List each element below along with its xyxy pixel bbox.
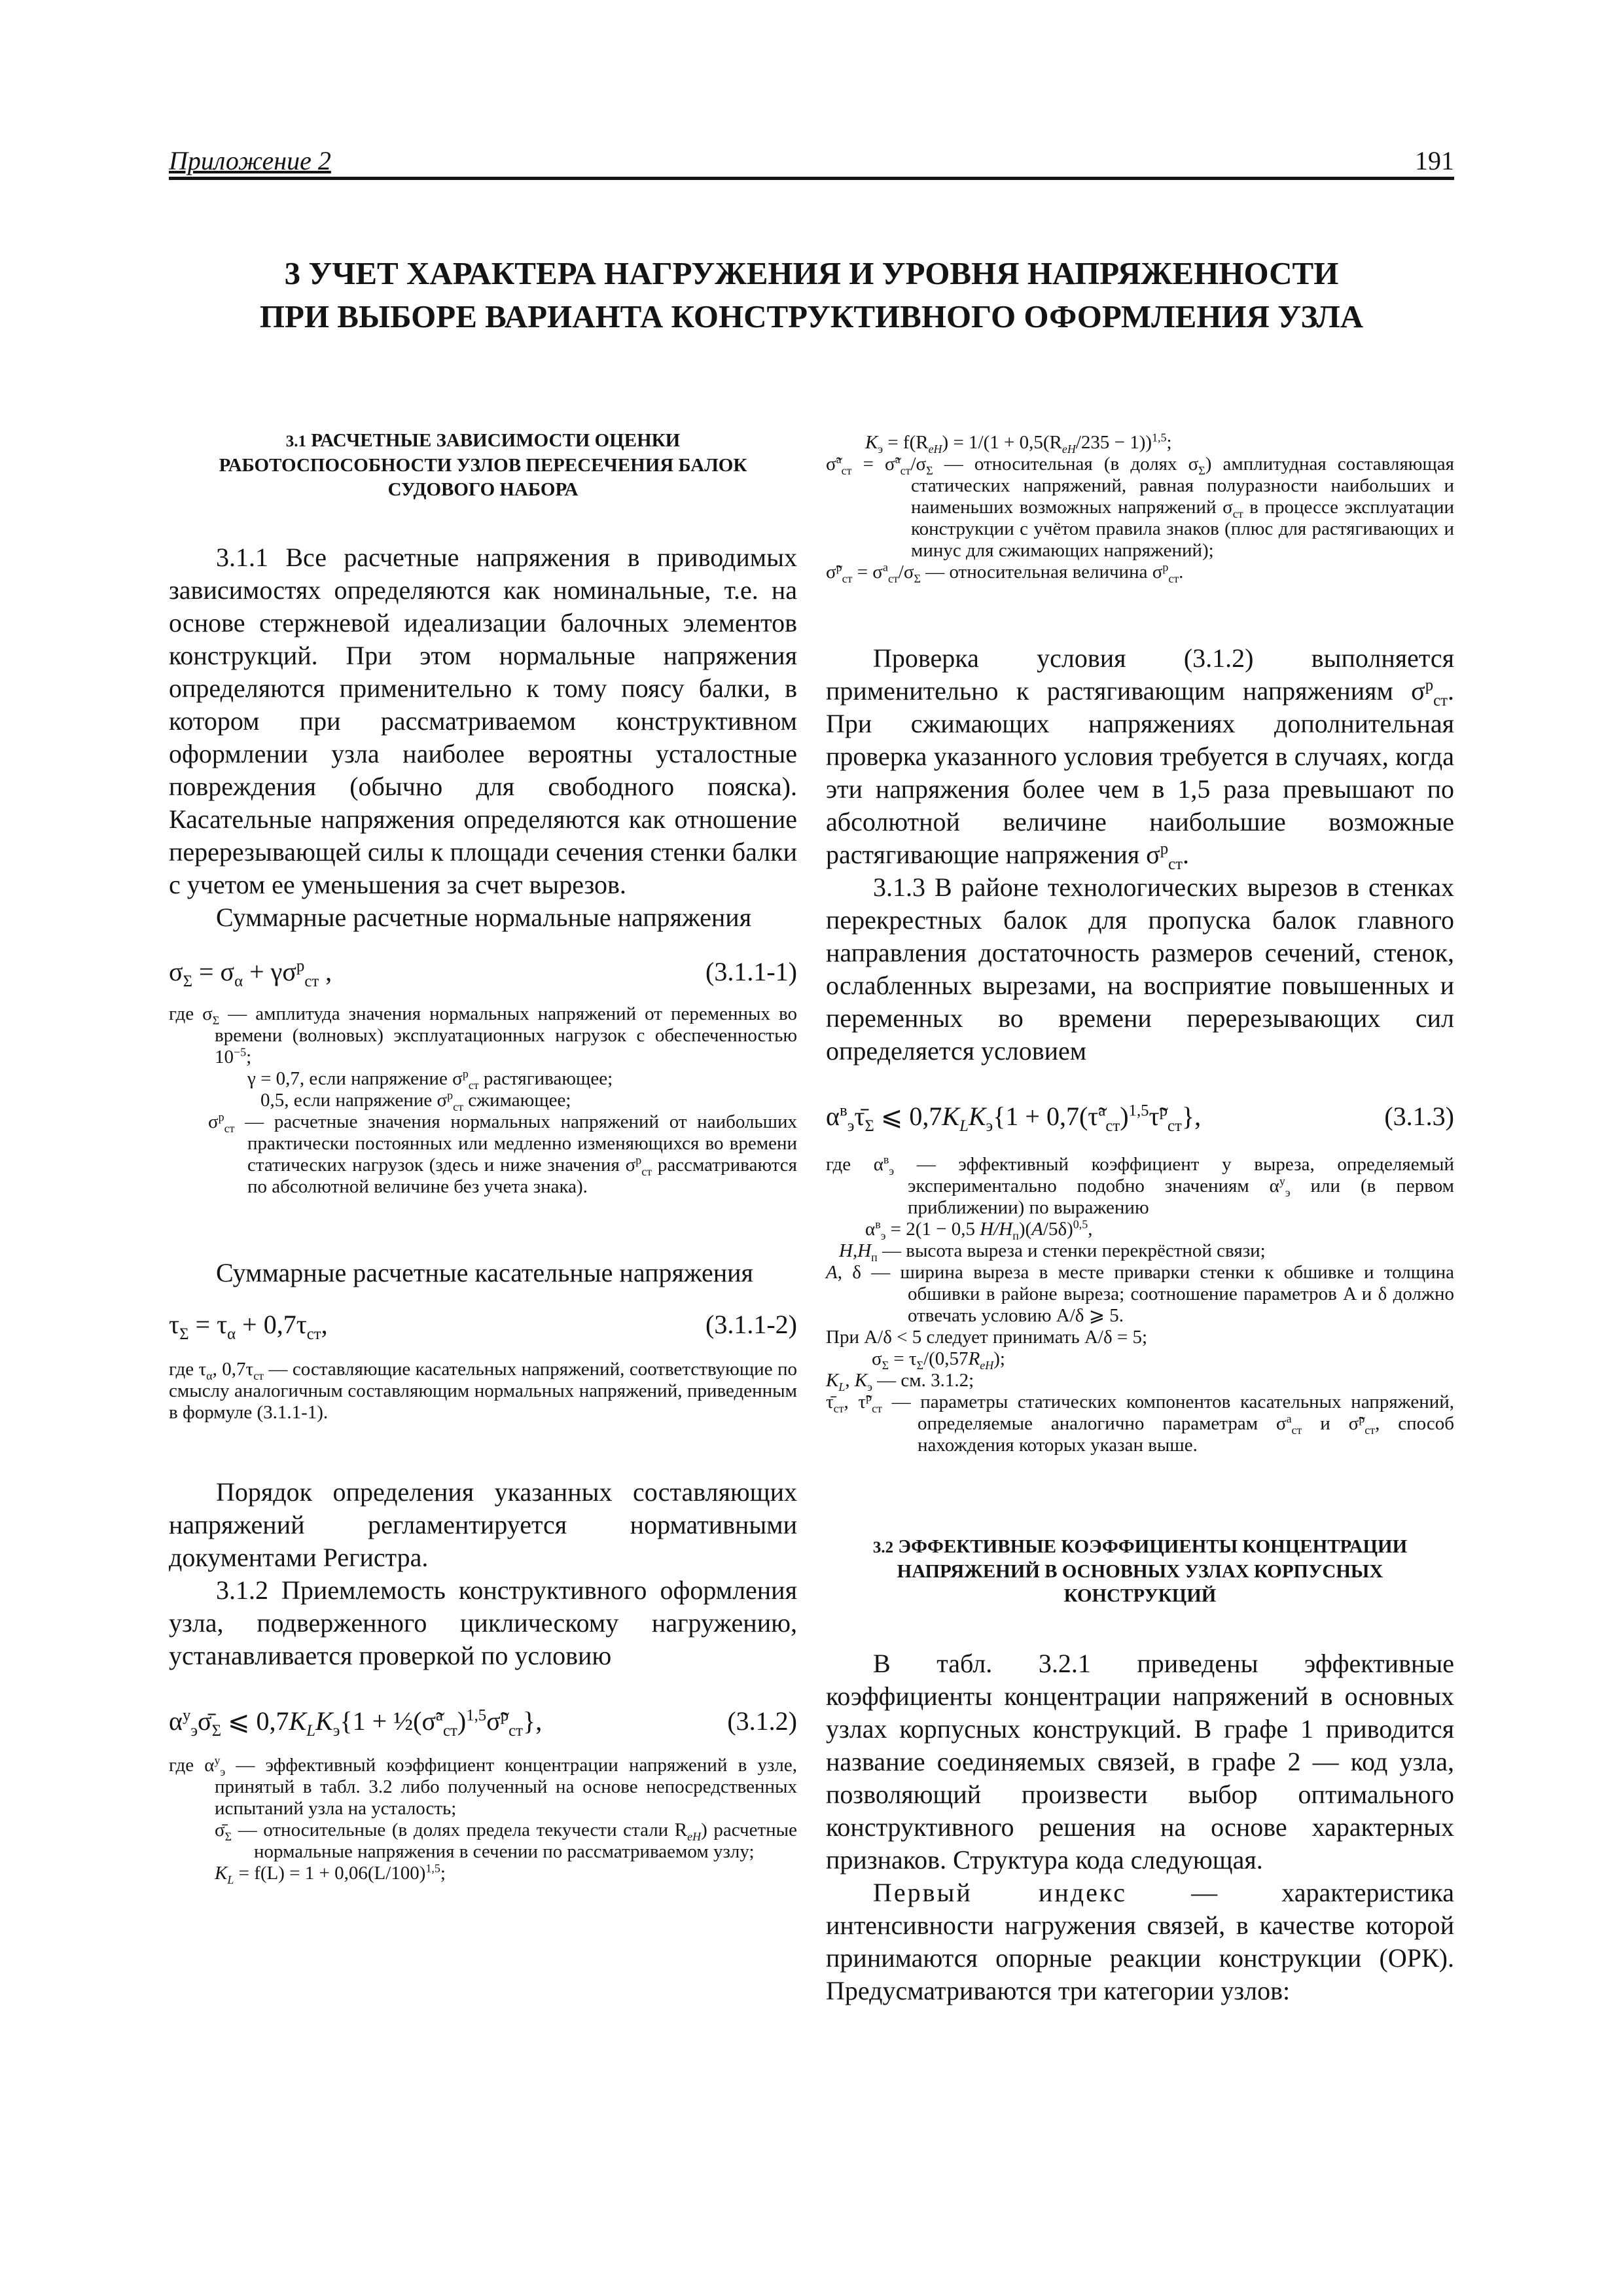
note-shear-components: где $\tau_\alpha$, $0,7\tau_{ст}$ — составляющие касательных напряжений, соответствующие по смыслу аналогичным составляющим нормальных напряжений, приведенным в формуле (3.1.1-1). <box>169 1359 798 1423</box>
chapter-title <box>169 252 1454 338</box>
note-h: $H,H_п$ — высота выреза и стенки перекрёстной связи; <box>839 1240 1266 1264</box>
equation-3-1-2: $\alpha^у_э\sigmā_\Sigma$ ⩽ $0,7K_LK_э\{1$ + ½(σ̃$^а_{ст}$)$^{1,5}$σ̃$^р_{ст}$}, (3.1.2) <box>169 1698 797 1744</box>
chapter-title-line-2: ПРИ ВЫБОРЕ ВАРИАНТА КОНСТРУКТИВНОГО ОФОРМЛЕНИЯ УЗЛА <box>259 298 1364 334</box>
right-column <box>826 432 1454 2007</box>
note-alpha-v: где $\alpha^в_э$ — эффективный коэффициент у выреза, определяемый экспериментально подобно значениям $\alpha^у_э$ или (в первом приближении) по выражению <box>826 1153 1454 1218</box>
section-number: 3.2 <box>872 1539 894 1556</box>
note-tau-params: $\taū_{ст}$, τ̃$^р_{ст}$ — параметры статических компонентов касательных напряжений, определяемые аналогично параметрам $\sigma^а_{ст}$ и σ̃$^р_{ст}$, способ нахождения которых указан выше. <box>826 1390 1455 1456</box>
paragraph-3-1-2: 3.1.2 Приемлемость конструктивного оформления узла, подверженного циклическому нагружению, устанавливается проверкой по условию <box>169 1575 797 1670</box>
header-rule <box>169 177 1454 180</box>
page-number: 191 <box>1415 146 1454 175</box>
notes-equation-3-1-2 <box>169 1755 797 1884</box>
equation-3-1-1-1: $\sigma_\Sigma = \sigma_\alpha + \gamma\sigma^р_{ст}$ , (3.1.1-1) <box>169 952 797 992</box>
note-a-delta: A, δ — ширина выреза в месте приварки стенки к обшивке и толщина обшивки в районе выреза; соотношение параметров A и δ должно отвечать условию A/δ ⩾ 5. <box>826 1262 1454 1326</box>
notes-continued <box>826 432 1454 583</box>
paragraph-3-1-1: 3.1.1 Все расчетные напряжения в приводимых зависимостях определяются как номинальные, т.е. на основе стержневой идеализации балочных элементов конструкций. При этом нормальные напряжения определяются применительно к тому поясу балки, в котором при рассматриваемом конструктивном оформлении узла наиболее вероятны усталостные повреждения (обычно для свободного пояска). Касательные напряжения определяются как отношение перерезывающей силы к площади сечения стенки балки с учетом ее уменьшения за счет вырезов. <box>169 543 797 899</box>
paragraph-first-index: Первый индекс — характеристика интенсивности нагружения связей, в качестве которой принимаются опорные реакции конструкции (ОРК). Предусматриваются три категории узлов: <box>826 1878 1454 2005</box>
paragraph-table-3-2-1: В табл. 3.2.1 приведены эффективные коэффициенты концентрации напряжений в основных узлах корпусных конструкций. В графе 1 приводится название соединяемых связей, в графе 2 — код узла, позволяющий произвести выбор оптимального конструктивного решения на основе характерных признаков. Структура кода следующая. <box>826 1649 1454 1874</box>
paragraph-3-1-3: 3.1.3 В районе технологических вырезов в стенках перекрестных балок для пропуска балок главного направления достаточность размеров сечений, стенок, ослабленных вырезами, на восприятие повышенных и переменных во времени перерезывающих сил определяется условием <box>826 872 1454 1066</box>
note-relative-normal-stress: $\sigmā_\Sigma$ — относительные (в долях предела текучести стали $R_{eH}$) расчетные нормальные напряжения в сечении по рассматриваемом узлу; <box>215 1820 797 1862</box>
note-sigma-sum: $\sigma_\Sigma = \tau_\Sigma/(0,57R_{eH})$; <box>872 1348 1005 1372</box>
note-sigma-amplitude: σ̃$^а_{ст}$ = $\sigmã^а_{ст}/\sigma_\Sigma$ — относительная (в долях $\sigma_\Sigma$) амплитудная составляющая статических напряжений, равная полуразности наибольших и наименьших возможных напряжений $\sigma_{ст}$ в процессе эксплуатации конструкции с учётом правила знаков (плюс для растягивающих и минус для сжимающих напряжений); <box>826 452 1454 561</box>
running-header-left: Приложение 2 <box>169 146 331 175</box>
section-number: 3.1 <box>285 433 307 450</box>
equation-number: (3.1.3) <box>1384 1102 1454 1131</box>
note-a-delta-rule: При A/δ < 5 следует принимать A/δ = 5; <box>826 1327 1148 1348</box>
note-gamma-compression: 0,5, если напряжение $\sigma^р_{ст}$ сжимающее; <box>260 1088 571 1113</box>
paragraph-condition-check: Проверка условия (3.1.2) выполняется применительно к растягивающим напряжениям $\sigma^р_{ст}$. При сжимающих напряжениях дополнительная проверка указанного условия требуется в случаях, когда эти напряжения более чем в 1,5 раза превышают по абсолютной величине наибольшие возможные растягивающие напряжения $\sigma^р_{ст}$. <box>826 643 1454 873</box>
equation-number: (3.1.1-2) <box>705 1310 797 1339</box>
section-3-2-heading <box>826 1535 1454 1608</box>
note-alpha-y: где $\alpha^у_э$ — эффективный коэффициент концентрации напряжений в узле, принятый в табл. 3.2 либо полученный на основе непосредственных испытаний узла на усталость; <box>169 1753 798 1819</box>
paragraph-shear-stress-intro: Суммарные расчетные касательные напряжения <box>216 1258 753 1287</box>
section-3-1-heading <box>169 429 797 502</box>
section-title: ЭФФЕКТИВНЫЕ КОЭФФИЦИЕНТЫ КОНЦЕНТРАЦИИ НАПРЯЖЕНИЙ В ОСНОВНЫХ УЗЛАХ КОРПУСНЫХ КОНСТРУКЦИЙ <box>897 1536 1408 1606</box>
note-kl: $K_L = f(L) = 1 + 0,06(L/100)^{1,5}$; <box>215 1861 446 1886</box>
section-title: РАСЧЕТНЫЕ ЗАВИСИМОСТИ ОЦЕНКИ РАБОТОСПОСОБНОСТИ УЗЛОВ ПЕРЕСЕЧЕНИЯ БАЛОК СУДОВОГО НАБОРА <box>219 430 747 500</box>
equation-3-1-1-2: $\tau_\Sigma = \tau_\alpha + 0,7\tau_{ст}$, (3.1.1-2) <box>169 1305 797 1344</box>
paragraph-register-documents: Порядок определения указанных составляющих напряжений регламентируется нормативными документами Регистра. <box>169 1477 797 1572</box>
notes-equation-3-1-1-1 <box>169 1003 797 1198</box>
equation-number: (3.1.2) <box>727 1706 797 1736</box>
equation-3-1-3: $\alpha^в_э\taū_\Sigma$ ⩽ $0,7K_LK_э\{1$ + 0,7(τ̃$^а_{ст}$)$^{1,5}$τ̃$^р_{ст}$}, (3.1.3) <box>826 1094 1454 1139</box>
note-sigma-relative: σ̃$^р_{ст}$ = $\sigma^а_{ст}/\sigma_\Sigma$ — относительная величина $\sigma^р_{ст}$. <box>826 560 1184 585</box>
chapter-title-line-1: 3 УЧЕТ ХАРАКТЕРА НАГРУЖЕНИЯ И УРОВНЯ НАПРЯЖЕННОСТИ <box>284 255 1339 291</box>
note-alpha-v-formula: $\alpha^в_э = 2(1 - 0,5$ $H/H_п)(A/5\delta)^{0,5}$, <box>865 1217 1093 1242</box>
note-gamma-tension: γ = 0,7, если напряжение $\sigma^р_{ст}$ растягивающее; <box>247 1067 613 1092</box>
note-ke: $K_э = f(R_{eH}) = 1/(1 + 0,5(R_{eH}/235 - 1))^{1,5}$; <box>865 431 1172 456</box>
note-sigma-static: $\sigma^р_{ст}$ — расчетные значения нормальных напряжений от наибольших практически постоянных или медленно изменяющихся во времени статических нагрузок (здесь и ниже значения $\sigma^р_{ст}$ рассматриваются по абсолютной величине без учета знака). <box>208 1110 798 1197</box>
note-kl-ke: $K_L$, $K_э$ — см. 3.1.2; <box>826 1370 974 1393</box>
equation-number: (3.1.1-1) <box>705 957 797 986</box>
notes-equation-3-1-3 <box>826 1154 1454 1456</box>
note-sigma-alpha: где $\sigma_\Sigma$ — амплитуда значения нормальных напряжений от переменных во времени (волновых) эксплуатационных нагрузок с обеспеченностью $10^{-5}$; <box>169 1003 798 1067</box>
left-column <box>169 429 797 1884</box>
paragraph-normal-stress-intro: Суммарные расчетные нормальные напряжения <box>216 903 752 932</box>
